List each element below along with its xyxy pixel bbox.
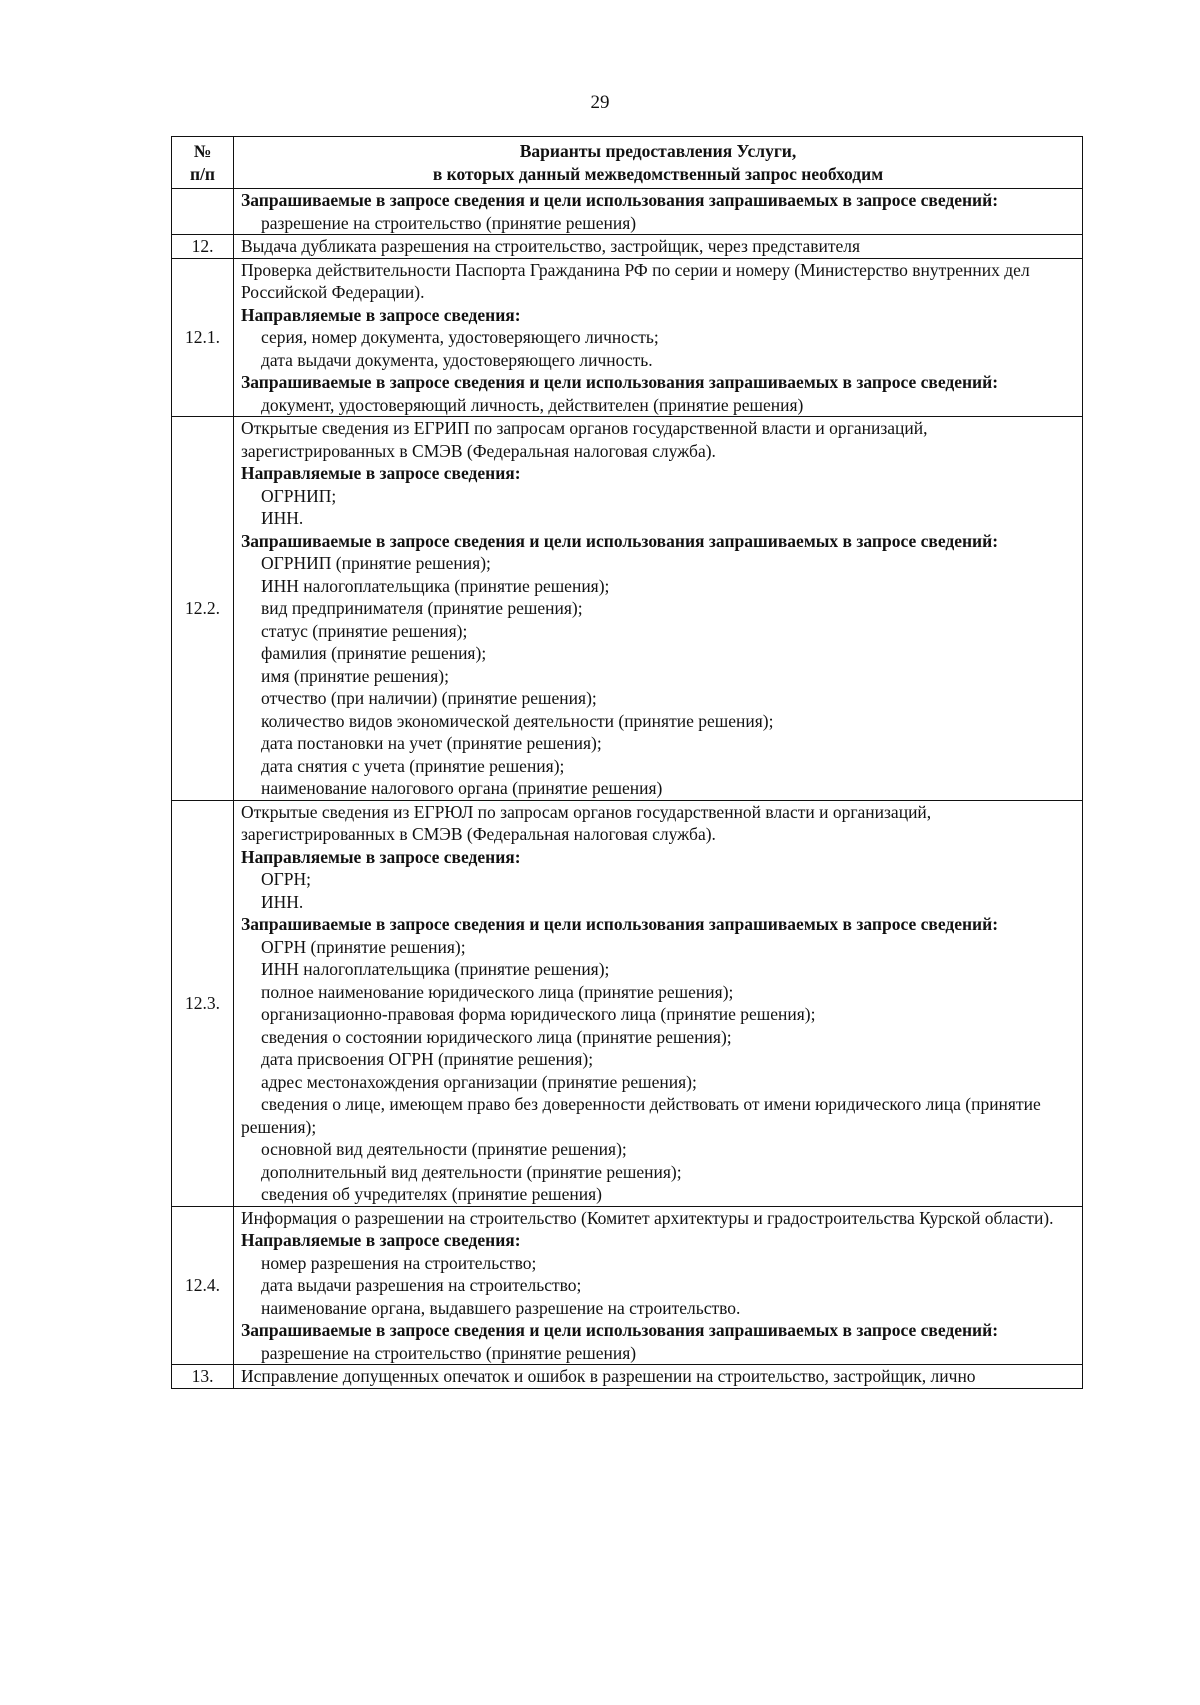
row-number-cell: 12.	[172, 235, 234, 259]
sent-info-item: наименование органа, выдавшего разрешение на строительство.	[261, 1297, 741, 1318]
requested-info-item: отчество (при наличии) (принятие решения);	[261, 688, 597, 708]
header-number-line1: №	[193, 141, 212, 161]
requested-info-item: ИНН налогоплательщика (принятие решения);	[261, 575, 610, 596]
sent-info-heading: Направляемые в запросе сведения:	[241, 1230, 521, 1250]
table-row	[172, 1206, 1083, 1365]
sent-info-heading: Направляемые в запросе сведения:	[241, 304, 521, 325]
row-intro-text: Проверка действительности Паспорта Гражданина РФ по серии и номеру (Министерство внутренних дел Российской Федерации).	[241, 259, 1030, 302]
requested-info-item: имя (принятие решения);	[261, 665, 449, 686]
requested-info-item: ИНН налогоплательщика (принятие решения);	[261, 959, 610, 979]
sent-info-item: ИНН.	[261, 891, 304, 912]
row-content-cell	[234, 1206, 1083, 1365]
requested-info-item: дата снятия с учета (принятие решения);	[261, 755, 565, 776]
requested-info-item: основной вид деятельности (принятие решения);	[261, 1139, 627, 1159]
sent-info-item: дата выдачи документа, удостоверяющего личность.	[261, 349, 653, 370]
requested-info-item: статус (принятие решения);	[261, 620, 468, 641]
row-content-cell	[234, 417, 1083, 801]
header-number-cell	[172, 137, 234, 189]
requested-info-item: адрес местонахождения организации (принятие решения);	[261, 1071, 697, 1092]
sent-info-heading: Направляемые в запросе сведения:	[241, 463, 521, 483]
sent-info-item: дата выдачи разрешения на строительство;	[261, 1275, 582, 1295]
requested-info-heading: Запрашиваемые в запросе сведения и цели использования запрашиваемых в запросе сведений:	[241, 530, 999, 551]
requested-info-item: сведения о лице, имеющем право без доверенности действовать от имени юридического лица (принятие решения);	[241, 1094, 1041, 1137]
services-table	[171, 136, 1083, 1389]
requested-info-heading: Запрашиваемые в запросе сведения и цели использования запрашиваемых в запросе сведений:	[241, 372, 999, 392]
requested-info-item: дата присвоения ОГРН (принятие решения);	[261, 1049, 594, 1069]
row-number-cell: 12.1.	[172, 258, 234, 417]
table-row	[172, 1365, 1083, 1389]
header-title-line1: Варианты предоставления Услуги,	[519, 141, 797, 161]
row-content-cell	[234, 235, 1083, 259]
row-intro-text: Открытые сведения из ЕГРИП по запросам органов государственной власти и организаций, зарегистрированных в СМЭВ (Федеральная налоговая служба).	[241, 418, 928, 461]
row-number-cell	[172, 189, 234, 235]
sent-info-heading: Направляемые в запросе сведения:	[241, 846, 521, 867]
requested-info-item: сведения об учредителях (принятие решения)	[261, 1184, 602, 1204]
requested-info-item: разрешение на строительство (принятие решения)	[261, 212, 637, 233]
requested-info-item: дополнительный вид деятельности (принятие решения);	[261, 1161, 682, 1182]
requested-info-item: сведения о состоянии юридического лица (принятие решения);	[261, 1026, 732, 1047]
sent-info-item: ИНН.	[261, 508, 304, 528]
table-body	[172, 189, 1083, 1389]
table-row	[172, 235, 1083, 259]
requested-info-item: разрешение на строительство (принятие решения)	[261, 1342, 637, 1363]
row-intro-text: Открытые сведения из ЕГРЮЛ по запросам органов государственной власти и организаций, зарегистрированных в СМЭВ (Федеральная налоговая служба).	[241, 801, 932, 844]
row-content-cell	[234, 258, 1083, 417]
row-content-cell	[234, 1365, 1083, 1389]
row-number-cell: 12.3.	[172, 800, 234, 1206]
header-number-line2: п/п	[189, 163, 216, 184]
requested-info-item: фамилия (принятие решения);	[261, 643, 487, 663]
sent-info-item: ОГРНИП;	[261, 485, 337, 506]
row-intro-text: Исправление допущенных опечаток и ошибок в разрешении на строительство, застройщик, лично	[241, 1366, 976, 1386]
row-content-cell	[234, 189, 1083, 235]
requested-info-item: ОГРН (принятие решения);	[261, 936, 466, 957]
row-number-cell: 13.	[172, 1365, 234, 1389]
requested-info-item: ОГРНИП (принятие решения);	[261, 553, 491, 573]
sent-info-item: ОГРН;	[261, 869, 311, 889]
requested-info-heading: Запрашиваемые в запросе сведения и цели использования запрашиваемых в запросе сведений:	[241, 190, 999, 210]
header-title-line2: в которых данный межведомственный запрос необходим	[432, 163, 884, 184]
requested-info-item: наименование налогового органа (принятие решения)	[261, 778, 663, 798]
requested-info-item: вид предпринимателя (принятие решения);	[261, 598, 583, 618]
row-number-cell: 12.4.	[172, 1206, 234, 1365]
row-content-cell	[234, 800, 1083, 1206]
requested-info-item: полное наименование юридического лица (принятие решения);	[261, 981, 734, 1002]
requested-info-heading: Запрашиваемые в запросе сведения и цели использования запрашиваемых в запросе сведений:	[241, 1320, 999, 1340]
row-number-cell: 12.2.	[172, 417, 234, 801]
table-row	[172, 258, 1083, 417]
table-row	[172, 800, 1083, 1206]
table-header-row	[172, 137, 1083, 189]
row-intro-text: Выдача дубликата разрешения на строительство, застройщик, через представителя	[241, 236, 861, 256]
requested-info-item: количество видов экономической деятельности (принятие решения);	[261, 710, 774, 731]
page-number: 29	[590, 92, 610, 113]
requested-info-item: дата постановки на учет (принятие решения);	[261, 733, 602, 753]
row-intro-text: Информация о разрешении на строительство (Комитет архитектуры и градостроительства Курской области).	[241, 1207, 1054, 1228]
table-row	[172, 417, 1083, 801]
header-title-cell	[234, 137, 1083, 189]
requested-info-heading: Запрашиваемые в запросе сведения и цели использования запрашиваемых в запросе сведений:	[241, 914, 999, 934]
requested-info-item: организационно-правовая форма юридического лица (принятие решения);	[261, 1004, 816, 1024]
requested-info-item: документ, удостоверяющий личность, действителен (принятие решения)	[261, 394, 804, 415]
sent-info-item: серия, номер документа, удостоверяющего личность;	[261, 327, 659, 347]
sent-info-item: номер разрешения на строительство;	[261, 1252, 537, 1273]
table-row	[172, 189, 1083, 235]
